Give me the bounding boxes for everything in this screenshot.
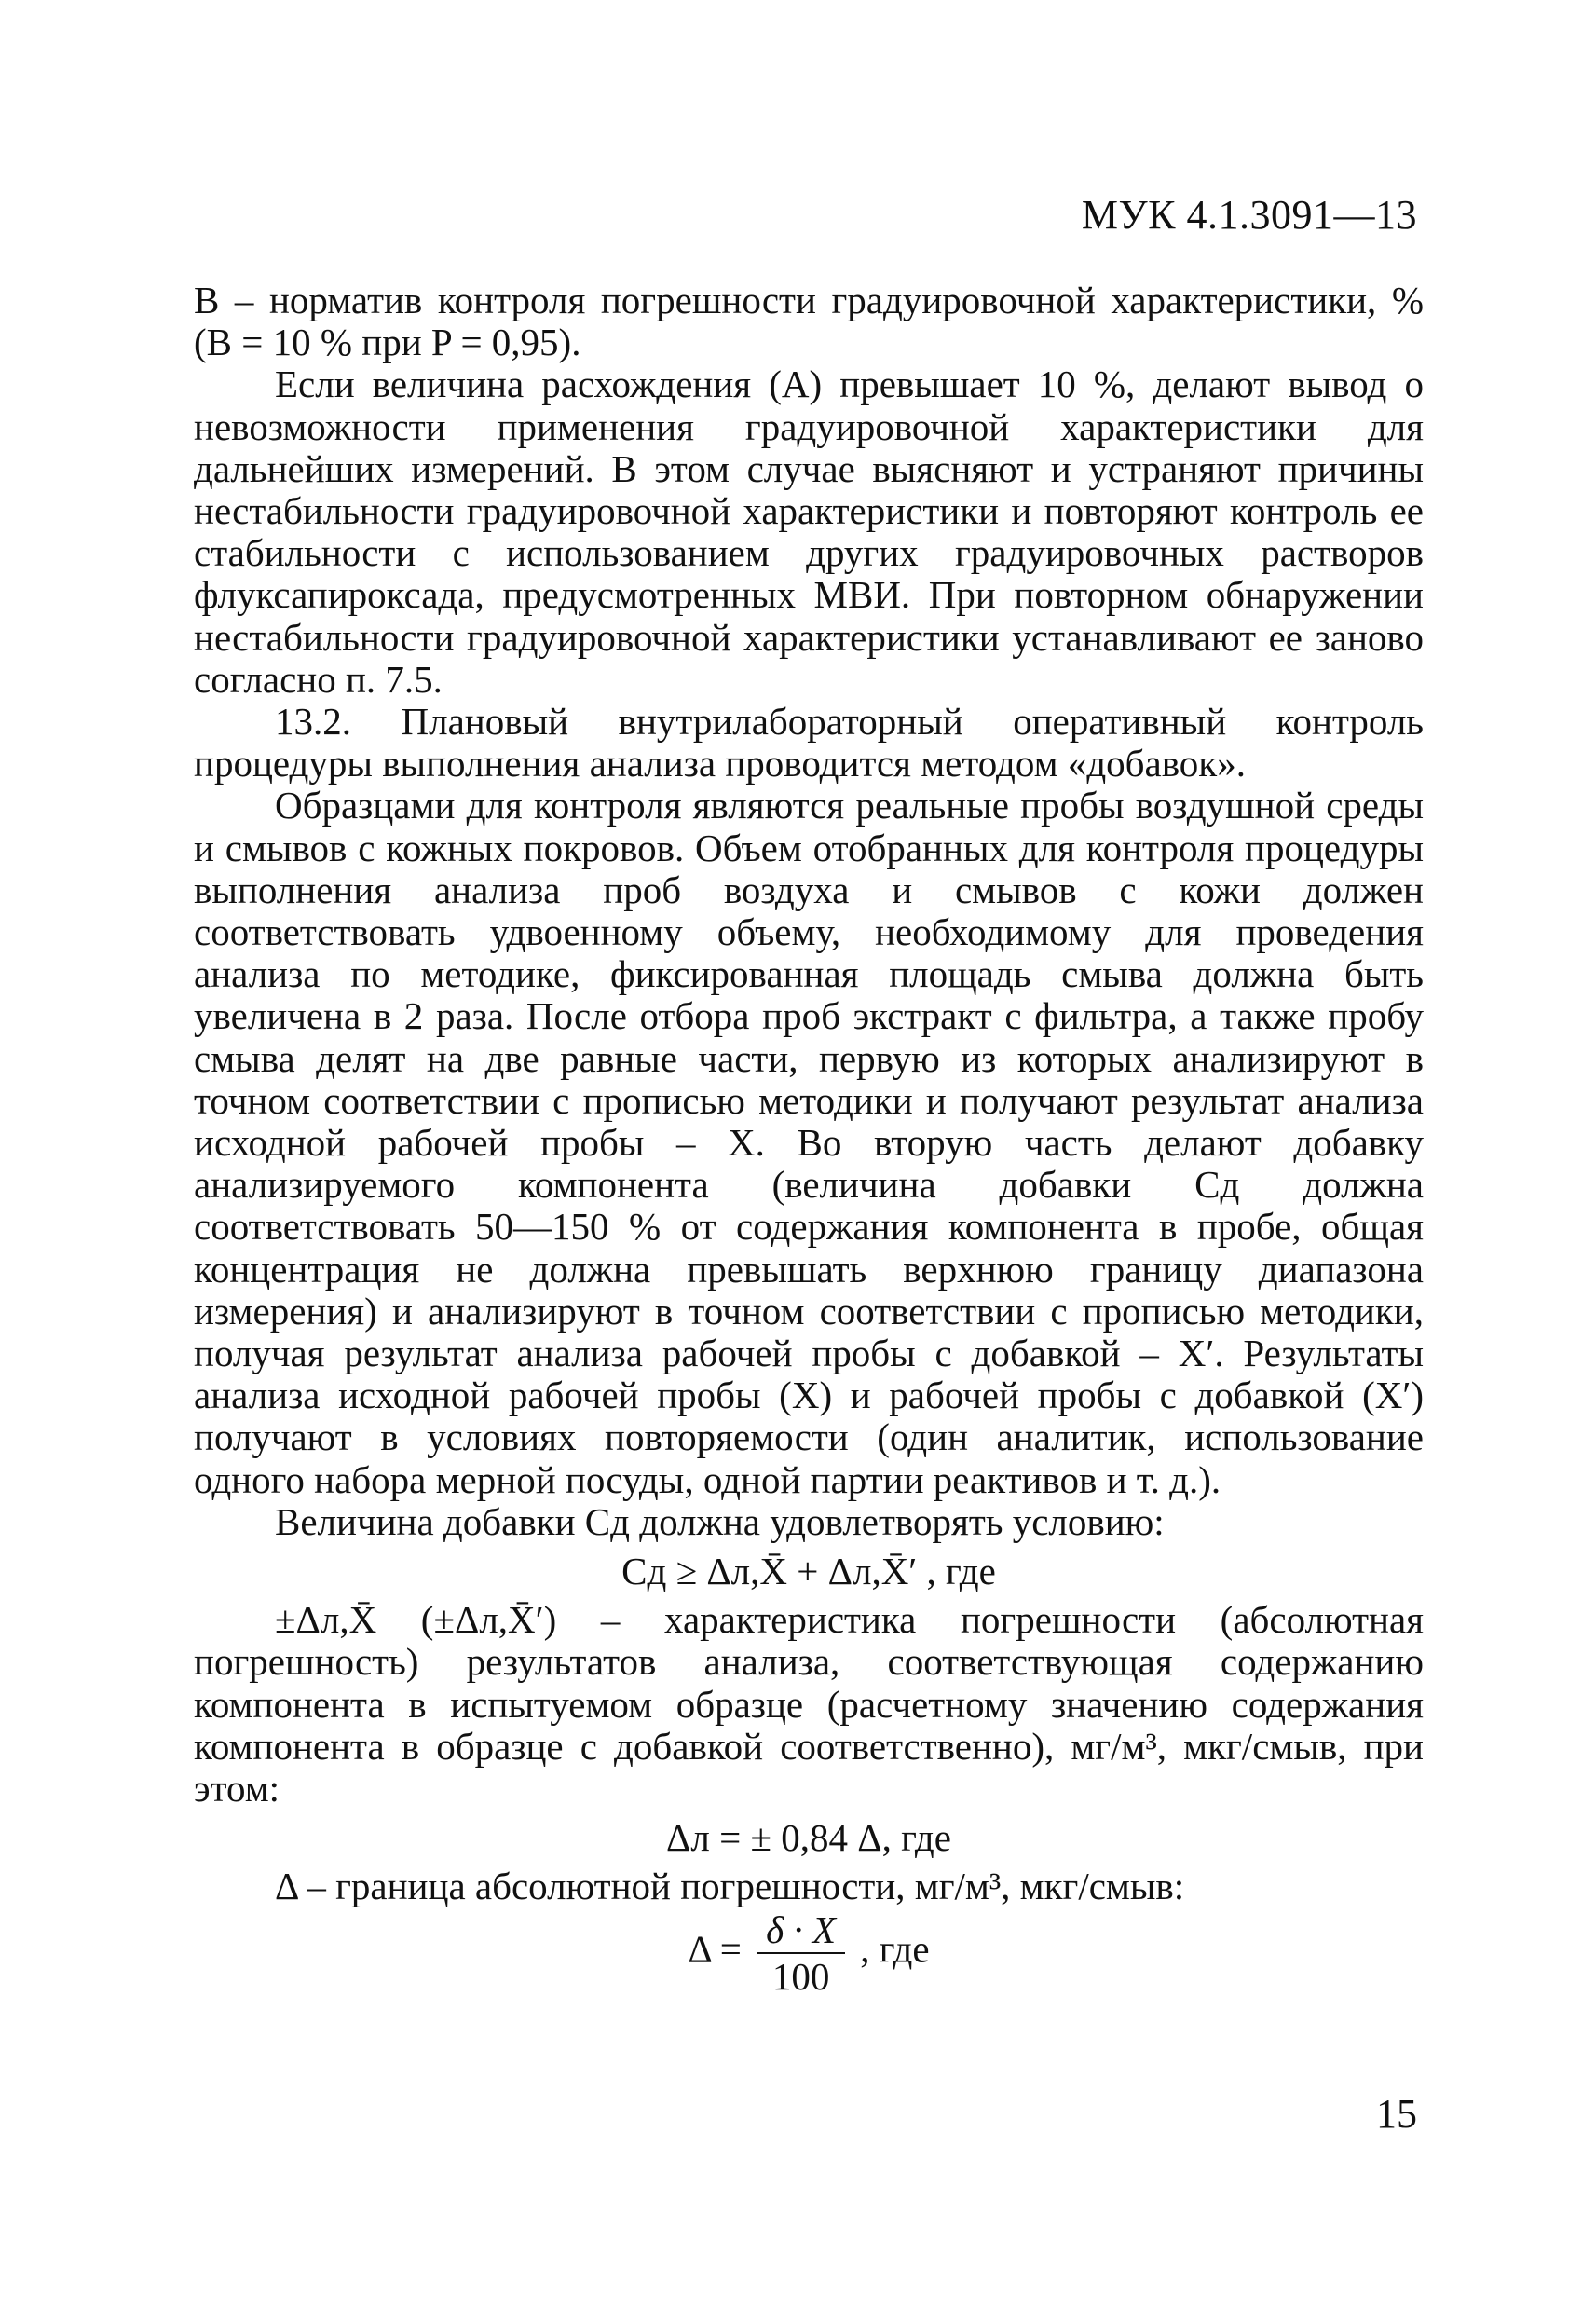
formula-additive-inequality: Cд ≥ Δл,X̄ + Δл,X̄′ , где: [621, 1550, 996, 1593]
paragraph-additive-condition: Величина добавки Cд должна удовлетворять условию:: [275, 1499, 1165, 1543]
paragraph-section-13-2: 13.2. Плановый внутрилабораторный оперативный контроль процедуры выполнения анализа проводится методом «добавок».: [194, 700, 1424, 786]
formula-delta-l: Δл = ± 0,84 Δ, где: [666, 1816, 951, 1860]
formula-fraction: [757, 1907, 845, 1999]
paragraph-control-samples: Образцами для контроля являются реальные пробы воздушной среды и смывов с кожных покровов. Объем отобранных для контроля процедуры выполнения анализа проб воздуха и смывов с кожи должен соответствовать удвоенному объему, необходимому для проведения анализа по методике, фиксированная площадь смыва должна быть увеличена в 2 раза. После отбора проб экстракт с фильтра, а также пробу смыва делят на две равные части, первую из которых анализируют в точном соответствии с прописью методики и получают результат анализа исходной рабочей пробы – X. Во вторую часть делают добавку анализируемого компонента (величина добавки Cд должна соответствовать 50—150 % от содержания компонента в пробе, общая концентрация не должна превышать верхнюю границу диапазона измерения) и анализируют в точном соответствии с прописью методики, получая результат анализа рабочей пробы с добавкой – X′. Результаты анализа исходной рабочей пробы (X) и рабочей пробы с добавкой (X′) получают в условиях повторяемости (один аналитик, использование одного набора мерной посуды, одной партии реактивов и т. д.).: [194, 784, 1424, 1501]
formula-delta-lhs: Δ =: [688, 1927, 742, 1971]
paragraph-norm-definition: B – норматив контроля погрешности градуировочной характеристики, % (B = 10 % при P = 0,95).: [194, 279, 1424, 364]
paragraph-error-characteristic: ±Δл,X̄ (±Δл,X̄′) – характеристика погрешности (абсолютная погрешность) результатов анализа, соответствующая содержанию компонента в испытуемом образце (расчетному значению содержания компонента в образце с добавкой соответственно), мг/м³, мкг/смыв, при этом:: [194, 1598, 1424, 1810]
paragraph-discrepancy: Если величина расхождения (A) превышает 10 %, делают вывод о невозможности применения градуировочной характеристики для дальнейших измерений. В этом случае выясняют и устраняют причины нестабильности градуировочной характеристики и повторяют контроль ее стабильности с использованием других градуировочных растворов флуксапироксада, предусмотренных МВИ. При повторном обнаружении нестабильности градуировочной характеристики устанавливают ее заново согласно п. 7.5.: [194, 362, 1424, 701]
formula-delta-fraction: [194, 1907, 1424, 1999]
document-code-header: МУК 4.1.3091—13: [1081, 192, 1417, 238]
formula-denominator: 100: [771, 1955, 830, 1999]
paragraph-absolute-error: Δ – граница абсолютной погрешности, мг/м³, мкг/смыв:: [275, 1865, 1185, 1908]
document-body: [194, 280, 1424, 1999]
formula-tail: , где: [860, 1927, 930, 1971]
page-number: 15: [1376, 2091, 1417, 2137]
formula-numerator: δ · X: [757, 1907, 845, 1954]
